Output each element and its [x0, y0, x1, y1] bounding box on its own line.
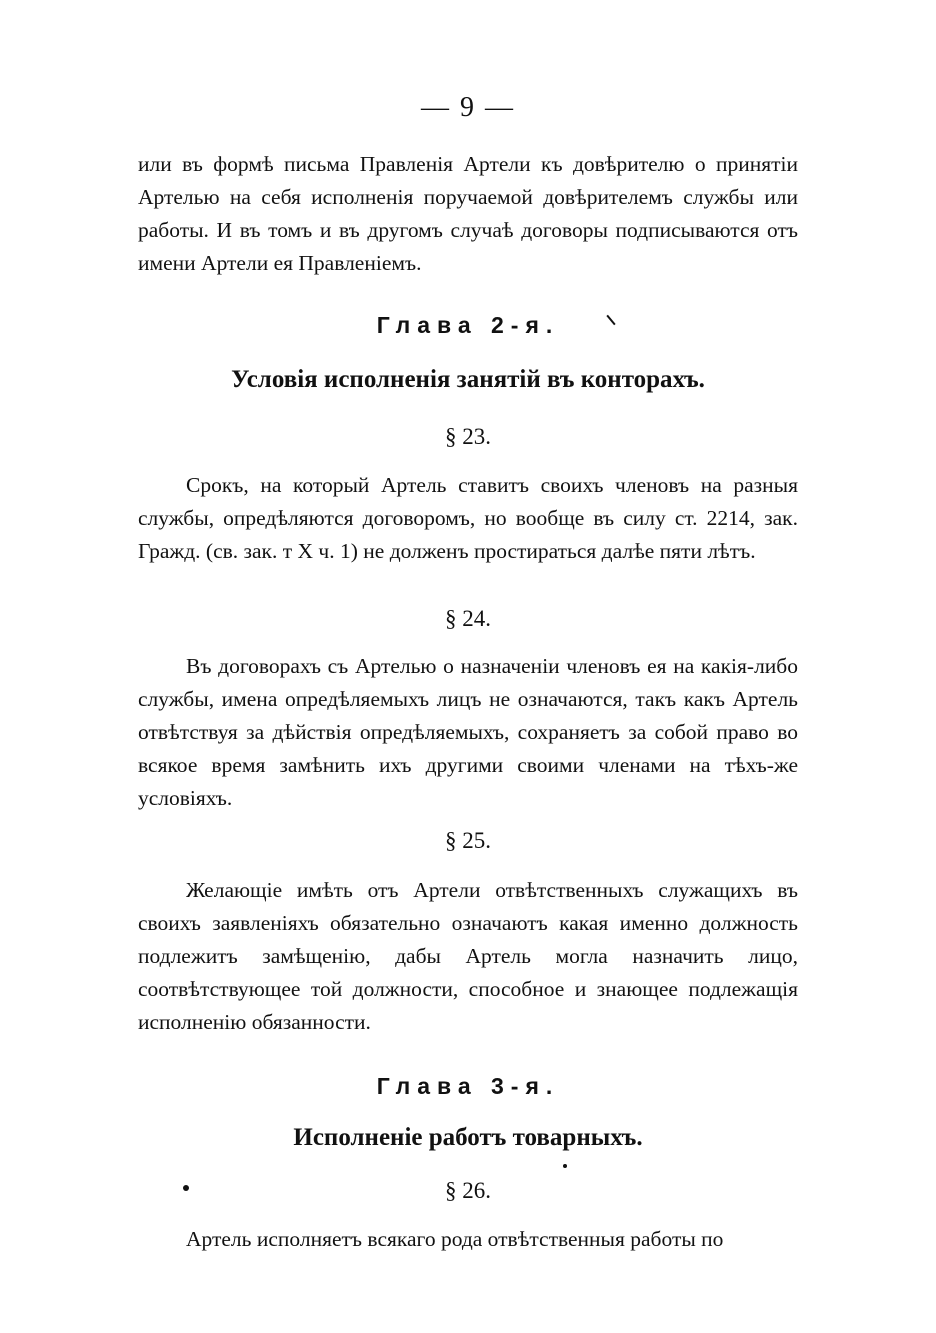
section-26-heading: § 26. — [445, 1178, 491, 1203]
chapter-2-title: Условія исполненія занятій въ конторахъ. — [231, 366, 705, 393]
section-25-heading: § 25. — [445, 828, 491, 853]
section-24-text: Въ договорахъ съ Артелью о назначеніи членовъ ея на какія-либо службы, имена опредѣляемыхъ лицъ не означаются, такъ какъ Артель отвѣтствуя за дѣйствія опредѣляемыхъ, сохраняетъ за собой право во всякое время замѣнить ихъ другими своими членами на тѣхъ-же условіяхъ. — [138, 654, 798, 810]
section-24-heading: § 24. — [445, 606, 491, 631]
section-23-heading: § 23. — [445, 424, 491, 449]
section-25-text: Желающіе имѣть отъ Артели отвѣтственныхъ служащихъ въ своихъ заявленіяхъ обязательно означаютъ какая именно должность подлежитъ замѣщенію, дабы Артель могла назначить лицо, соотвѣтствующее той должности, способное и знающее подлежащія исполненію обязанности. — [138, 878, 798, 1034]
section-23-text: Срокъ, на который Артель ставитъ своихъ членовъ на разныя службы, опредѣляются договоромъ, но вообще въ силу ст. 2214, зак. Гражд. (св. зак. т X ч. 1) не долженъ простираться далѣе пяти лѣтъ. — [138, 473, 798, 563]
chapter-3-heading: Глава 3-я. — [376, 1073, 560, 1099]
paragraph-intro: или въ формѣ письма Правленія Артели къ довѣрителю о принятіи Артелью на себя исполненія поручаемой довѣрителемъ службы или работы. И въ томъ и въ другомъ случаѣ договоры подписываются отъ имени Артели ея Правленіемъ. — [138, 152, 798, 275]
chapter-3-title: Исполненіе работъ товарныхъ. — [293, 1124, 643, 1151]
section-26-text: Артель исполняетъ всякаго рода отвѣтственныя работы по — [186, 1227, 724, 1251]
page-number: — 9 — — [421, 92, 515, 123]
ink-speck — [563, 1164, 567, 1168]
chapter-2-heading: Глава 2-я. — [376, 312, 560, 338]
